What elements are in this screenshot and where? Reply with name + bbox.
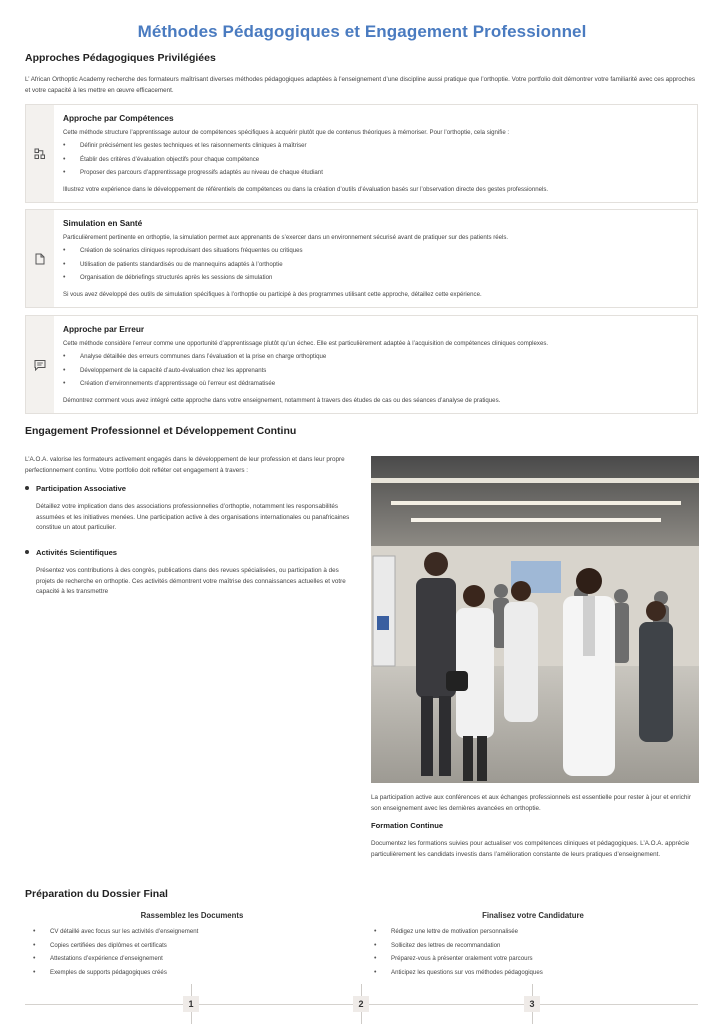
card-simulation [25, 209, 698, 308]
card-erreur [25, 315, 698, 414]
photo-caption: La participation active aux conférences et aux échanges professionnels est essentielle pour rester à jour et enrichir son enseignement avec les dernières avancées en orthoptie. [371, 794, 691, 812]
list-item: • Développement de la capacité d’auto-évaluation chez les apprenants [63, 367, 326, 381]
message-icon [34, 359, 46, 371]
card-footer: Illustrez votre expérience dans le développement de référentiels de compétences ou dans la création d’outils d’évaluation basés sur l’observation directe des gestes professionnels. [63, 186, 549, 193]
engagement-item-text: Détaillez votre implication dans des associations professionnelles d’orthoptie, notamment les responsabilités assumées et les initiatives menées. Une participation active à des organisations internationales ou panafricaines constitue un atout particulier. [36, 503, 350, 531]
timeline-step-1: 1 [183, 996, 199, 1012]
engagement-item-title: Participation Associative [25, 484, 126, 493]
card-side-panel [26, 105, 54, 202]
hierarchy-icon [34, 148, 46, 160]
list-item: • Création d’environnements d’apprentissage où l’erreur est dédramatisée [63, 380, 326, 394]
conference-photo [371, 456, 699, 783]
list-item: • Copies certifiées des diplômes et certificats [33, 942, 198, 956]
section-intro-engagement: L’A.O.A. valorise les formateurs activement engagés dans le développement de leur profession et dans leur propre perfectionnement continu. Votre portfolio doit refléter cet engagement à travers : [25, 456, 345, 474]
section-heading-engagement: Engagement Professionnel et Développement Continu [25, 425, 297, 437]
timeline-step-2: 2 [353, 996, 369, 1012]
section-heading-dossier: Préparation du Dossier Final [25, 888, 168, 900]
column-title-documents: Rassemblez les Documents [140, 911, 244, 920]
conference-photo-illustration [371, 456, 699, 783]
card-list [63, 142, 323, 183]
engagement-item-text: Présentez vos contributions à des congrès, publications dans des revues spécialisées, ou participation à des projets de recherche en orthoptie. Ces activités démontrent votre maîtrise des connaissances actuelles et votre capacité à les transmettre [36, 567, 346, 595]
list-item: • Anticipez les questions sur vos méthodes pédagogiques [374, 969, 543, 983]
card-list [63, 353, 326, 394]
list-item: • Création de scénarios cliniques reproduisant des situations fréquentes ou critiques [63, 247, 303, 261]
card-title: Simulation en Santé [63, 218, 143, 228]
list-item: • Utilisation de patients standardisés ou de mannequins adaptés à l’orthoptie [63, 261, 303, 275]
documents-list [33, 928, 198, 982]
list-item: • Définir précisément les gestes techniques et les raisonnements cliniques à maîtriser [63, 142, 323, 156]
card-side-panel [26, 210, 54, 307]
bullet-dot [25, 486, 29, 490]
list-item: • Organisation de débriefings structurés après les sessions de simulation [63, 274, 303, 288]
list-item: • Sollicitez des lettres de recommandation [374, 942, 543, 956]
list-item: • Proposer des parcours d’apprentissage progressifs adaptés au niveau de chaque étudiant [63, 169, 323, 183]
formation-text: Documentez les formations suivies pour actualiser vos compétences cliniques et pédagogiques. L’A.O.A. apprécie particulièrement les candidats investis dans l’amélioration constante de leurs pratiques d’enseignement. [371, 840, 690, 858]
list-item: • Préparez-vous à présenter oralement votre parcours [374, 955, 543, 969]
card-description: Cette méthode structure l’apprentissage autour de compétences spécifiques à acquérir plutôt que de contenus théoriques à mémoriser. Pour l’orthoptie, cela signifie : [63, 129, 510, 136]
card-list [63, 247, 303, 288]
list-item: • Rédigez une lettre de motivation personnalisée [374, 928, 543, 942]
column-title-candidature: Finalisez votre Candidature [482, 911, 584, 920]
card-footer: Démontrez comment vous avez intégré cette approche dans votre enseignement, notamment à travers des études de cas ou des séances d’analyse de pratiques. [63, 397, 501, 404]
timeline-step-3: 3 [524, 996, 540, 1012]
card-description: Cette méthode considère l’erreur comme une opportunité d’apprentissage plutôt qu’un échec. Elle est particulièrement adaptée à l’acquisition de compétences cliniques complexes. [63, 340, 549, 347]
list-item: • Exemples de supports pédagogiques créés [33, 969, 198, 983]
file-icon [35, 253, 45, 265]
section-intro-approaches: L’ African Orthoptic Academy recherche des formateurs maîtrisant diverses méthodes pédagogiques adaptées à l’enseignement d’une discipline aussi pratique que l’orthoptie. Votre portfolio doit démontrer votre familiarité avec ces approches et votre capacité à les mettre en œuvre efficacement. [25, 76, 696, 94]
card-footer: Si vous avez développé des outils de simulation spécifiques à l’orthoptie ou participé à des programmes utilisant cette approche, détaillez cette expérience. [63, 291, 482, 298]
list-item: • Attestations d’expérience d’enseignement [33, 955, 198, 969]
bullet-dot [25, 550, 29, 554]
section-heading-approaches: Approches Pédagogiques Privilégiées [25, 52, 216, 64]
formation-title: Formation Continue [371, 821, 444, 830]
list-item: • Analyse détaillée des erreurs communes dans l’évaluation et la prise en charge orthoptique [63, 353, 326, 367]
card-competences [25, 104, 698, 203]
card-title: Approche par Erreur [63, 324, 145, 334]
engagement-item-title: Activités Scientifiques [25, 548, 117, 557]
candidature-list [374, 928, 543, 982]
page-title: Méthodes Pédagogiques et Engagement Professionnel [137, 22, 587, 41]
card-title: Approche par Compétences [63, 113, 174, 123]
list-item: • Établir des critères d’évaluation objectifs pour chaque compétence [63, 156, 323, 170]
card-side-panel [26, 316, 54, 413]
card-description: Particulièrement pertinente en orthoptie, la simulation permet aux apprenants de s’exercer dans un environnement sécurisé avant de pratiquer sur des patients réels. [63, 234, 509, 241]
list-item: • CV détaillé avec focus sur les activités d’enseignement [33, 928, 198, 942]
